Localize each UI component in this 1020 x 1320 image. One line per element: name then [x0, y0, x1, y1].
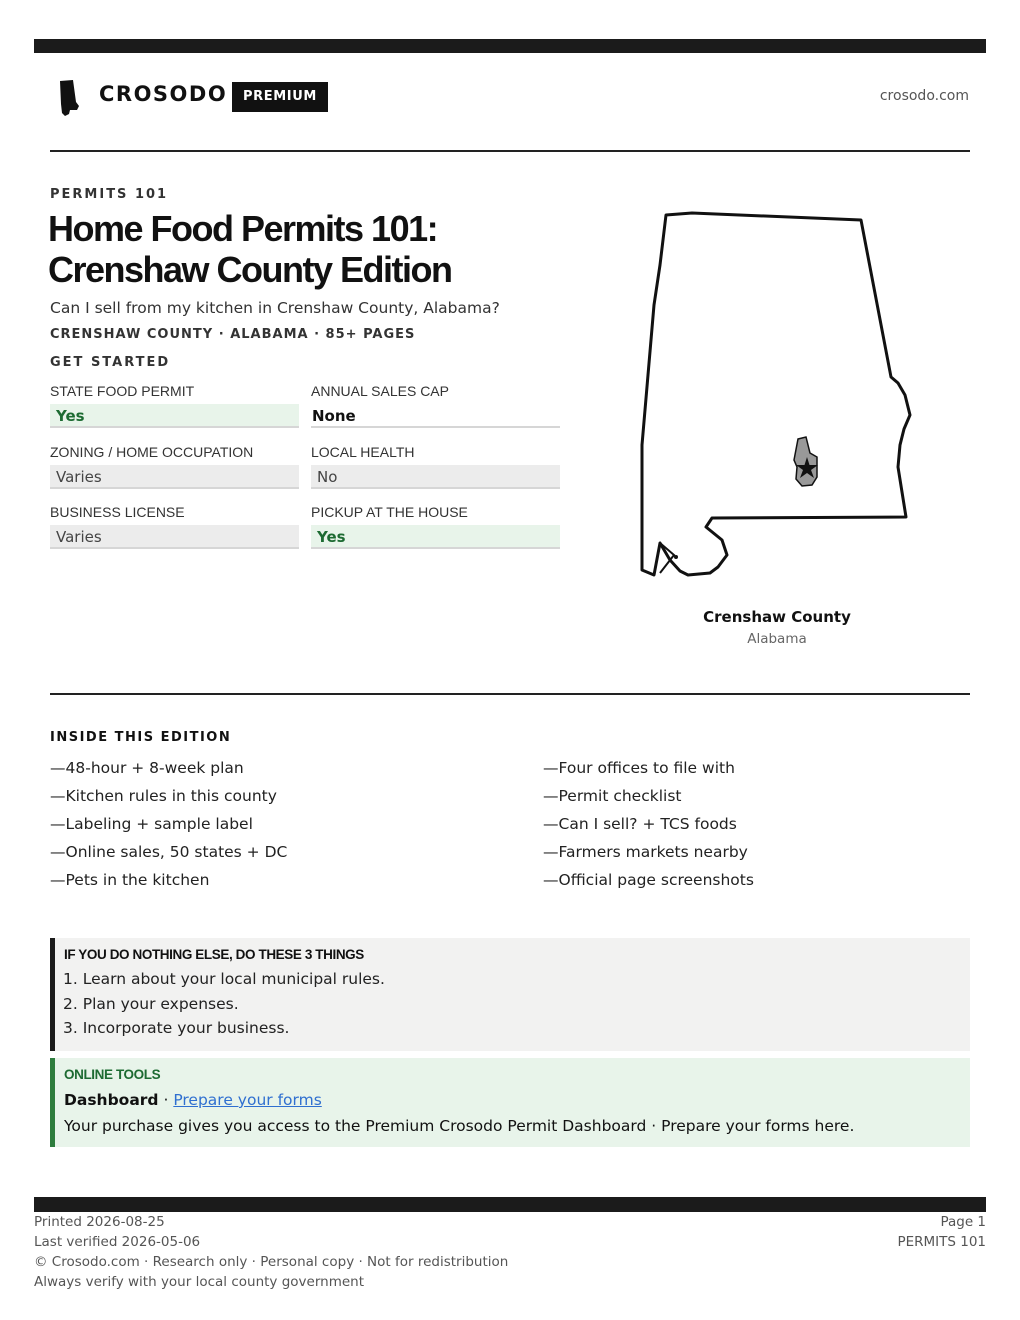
copyright-notice: © Crosodo.com · Research only · Personal copy · Not for redistribution [34, 1254, 509, 1270]
toc-right-column [543, 758, 754, 898]
prepare-forms-link[interactable]: Prepare your forms [173, 1091, 322, 1109]
dashboard-label: Dashboard [64, 1091, 159, 1109]
fact-value: None [311, 404, 560, 428]
title-line-2: Crenshaw County Edition [48, 249, 452, 290]
toc-item: —Pets in the kitchen [50, 871, 210, 889]
dashboard-description: Your purchase gives you access to the Premium Crosodo Permit Dashboard · Prepare your forms here. [64, 1117, 855, 1135]
toc-item: —Official page screenshots [543, 871, 754, 889]
list-item: 3. Incorporate your business. [63, 1019, 290, 1037]
page-subtitle: Can I sell from my kitchen in Crenshaw County, Alabama? [50, 299, 500, 317]
page-header [50, 78, 970, 118]
page-title [48, 208, 608, 290]
fact-value: No [311, 465, 560, 489]
fact-label: PICKUP AT THE HOUSE [311, 504, 468, 520]
printed-date: Printed 2026-08-25 [34, 1214, 165, 1230]
alabama-map-icon [630, 205, 930, 590]
toc-item: —Four offices to file with [543, 759, 735, 777]
fact-label: ANNUAL SALES CAP [311, 383, 449, 399]
fact-value: Yes [50, 404, 299, 428]
state-outline [642, 213, 910, 575]
fact-local-health [311, 443, 560, 489]
toc-item: —Farmers markets nearby [543, 843, 748, 861]
fact-label: BUSINESS LICENSE [50, 504, 185, 520]
get-started-heading: GET STARTED [50, 355, 171, 370]
callout-title: IF YOU DO NOTHING ELSE, DO THESE 3 THINGS [64, 947, 364, 962]
edition-meta: CRENSHAW COUNTY · ALABAMA · 85+ PAGES [50, 327, 416, 342]
fact-label: STATE FOOD PERMIT [50, 383, 195, 399]
list-item: 1. Learn about your local municipal rules. [63, 970, 385, 988]
fact-annual-sales-cap [311, 382, 560, 428]
fact-pickup-at-house [311, 503, 560, 549]
verify-note: Always verify with your local county government [34, 1274, 364, 1290]
map-state-label: Alabama [747, 631, 807, 647]
list-item: 2. Plan your expenses. [63, 994, 239, 1013]
separator: · [158, 1091, 174, 1109]
toc-item: —48-hour + 8-week plan [50, 759, 244, 777]
footer-section: PERMITS 101 [897, 1234, 986, 1250]
fact-state-food-permit [50, 382, 299, 428]
toc-item: —Labeling + sample label [50, 815, 253, 833]
fact-label: ZONING / HOME OCCUPATION [50, 444, 254, 460]
page-number: Page 1 [940, 1214, 986, 1230]
title-line-1: Home Food Permits 101: [48, 208, 438, 249]
must-do-list [63, 969, 385, 1043]
alabama-logo-icon [58, 80, 82, 116]
fact-label: LOCAL HEALTH [311, 444, 415, 460]
fact-value: Varies [50, 465, 299, 489]
inside-edition-heading: INSIDE THIS EDITION [50, 730, 232, 745]
verified-date: Last verified 2026-05-06 [34, 1234, 201, 1250]
top-bar [34, 39, 986, 53]
toc-left-column [50, 758, 287, 898]
footer-left [34, 1213, 508, 1293]
fact-value: Varies [50, 525, 299, 549]
must-do-callout [50, 938, 970, 1051]
toc-item: —Can I sell? + TCS foods [543, 815, 737, 833]
premium-badge: PREMIUM [232, 82, 328, 112]
dashboard-line [64, 1091, 322, 1109]
fact-zoning-home-occupation [50, 443, 299, 489]
toc-item: —Online sales, 50 states + DC [50, 843, 288, 861]
site-url[interactable]: crosodo.com [879, 88, 969, 104]
map-county-label: Crenshaw County [703, 608, 851, 626]
section-kicker: PERMITS 101 [50, 187, 169, 202]
toc-item: —Permit checklist [543, 787, 682, 805]
fact-business-license [50, 503, 299, 549]
callout-title: ONLINE TOOLS [64, 1067, 161, 1082]
bottom-bar [34, 1197, 986, 1212]
toc-item: —Kitchen rules in this county [50, 787, 277, 805]
footer-right [897, 1213, 986, 1253]
fact-value: Yes [311, 525, 560, 549]
header-divider [50, 150, 970, 152]
section-divider [50, 693, 970, 695]
online-tools-callout [50, 1058, 970, 1147]
brand-name: CROSODO [99, 82, 228, 106]
